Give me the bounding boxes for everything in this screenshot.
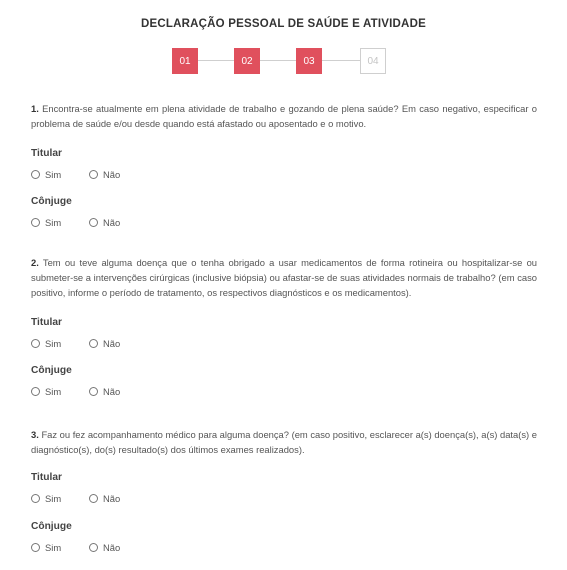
- q1-titular-nao-option[interactable]: [89, 169, 120, 180]
- radio-circle-icon[interactable]: [89, 494, 98, 503]
- question-2: [31, 255, 537, 300]
- step-02[interactable]: 02: [234, 48, 260, 74]
- radio-circle-icon[interactable]: [31, 339, 40, 348]
- group-label-titular: Titular: [31, 148, 62, 159]
- option-label: Sim: [45, 493, 62, 504]
- group-label-conjuge: Cônjuge: [31, 521, 72, 532]
- question-text: Faz ou fez acompanhamento médico para alguma doença? (em caso positivo, esclarecer a(s) doença(s), a(s) data(s) e diagnóstico(s), do(s) resultado(s) dos últimos exames realizados).: [31, 429, 537, 455]
- question-text: Encontra-se atualmente em plena atividade de trabalho e gozando de plena saúde? Em caso negativo, especificar o problema de saúde e/ou desde quando está afastado ou aposentado e o motivo.: [31, 103, 537, 129]
- radio-circle-icon[interactable]: [89, 339, 98, 348]
- q3-titular-sim-option[interactable]: [31, 493, 61, 504]
- q3-titular-nao-option[interactable]: [89, 493, 120, 504]
- question-3: [31, 427, 537, 457]
- option-label: Sim: [45, 542, 62, 553]
- question-1: [31, 101, 537, 131]
- option-label: Sim: [45, 169, 62, 180]
- q1-conjuge-nao-option[interactable]: [89, 217, 120, 228]
- option-label: Não: [103, 169, 121, 180]
- radio-circle-icon[interactable]: [31, 387, 40, 396]
- question-text: Tem ou teve alguma doença que o tenha obrigado a usar medicamentos de forma rotineira ou hospitalizar-se ou submeter-se a intervenções cirúrgicas (inclusive biópsia) ou afastar-se de suas atividades normais de trabalho? (em caso positivo, informe o período de tratamento, os respectivos diagnósticos e os medicamentos).: [31, 257, 537, 298]
- group-label-titular: Titular: [31, 317, 62, 328]
- q2-titular-nao-option[interactable]: [89, 338, 120, 349]
- question-number: 3.: [31, 429, 39, 440]
- q1-conjuge-sim-option[interactable]: [31, 217, 61, 228]
- step-connector: [198, 60, 234, 61]
- option-label: Não: [103, 338, 121, 349]
- step-indicator: [172, 48, 386, 74]
- group-label-conjuge: Cônjuge: [31, 196, 72, 207]
- option-label: Não: [103, 493, 121, 504]
- option-label: Não: [103, 386, 121, 397]
- question-number: 1.: [31, 103, 39, 114]
- step-connector: [260, 60, 296, 61]
- radio-circle-icon[interactable]: [31, 494, 40, 503]
- page-title: DECLARAÇÃO PESSOAL DE SAÚDE E ATIVIDADE: [141, 18, 426, 30]
- option-label: Sim: [45, 386, 62, 397]
- radio-circle-icon[interactable]: [31, 170, 40, 179]
- q3-conjuge-nao-option[interactable]: [89, 542, 120, 553]
- step-04: 04: [360, 48, 386, 74]
- radio-circle-icon[interactable]: [89, 387, 98, 396]
- step-connector: [322, 60, 360, 61]
- option-label: Sim: [45, 217, 62, 228]
- step-03[interactable]: 03: [296, 48, 322, 74]
- radio-circle-icon[interactable]: [89, 218, 98, 227]
- q2-conjuge-sim-option[interactable]: [31, 386, 61, 397]
- q3-conjuge-sim-option[interactable]: [31, 542, 61, 553]
- option-label: Sim: [45, 338, 62, 349]
- q1-titular-sim-option[interactable]: [31, 169, 61, 180]
- radio-circle-icon[interactable]: [31, 218, 40, 227]
- radio-circle-icon[interactable]: [31, 543, 40, 552]
- q2-conjuge-nao-option[interactable]: [89, 386, 120, 397]
- radio-circle-icon[interactable]: [89, 543, 98, 552]
- step-01[interactable]: 01: [172, 48, 198, 74]
- question-number: 2.: [31, 257, 39, 268]
- option-label: Não: [103, 542, 121, 553]
- group-label-conjuge: Cônjuge: [31, 365, 72, 376]
- option-label: Não: [103, 217, 121, 228]
- group-label-titular: Titular: [31, 472, 62, 483]
- radio-circle-icon[interactable]: [89, 170, 98, 179]
- q2-titular-sim-option[interactable]: [31, 338, 61, 349]
